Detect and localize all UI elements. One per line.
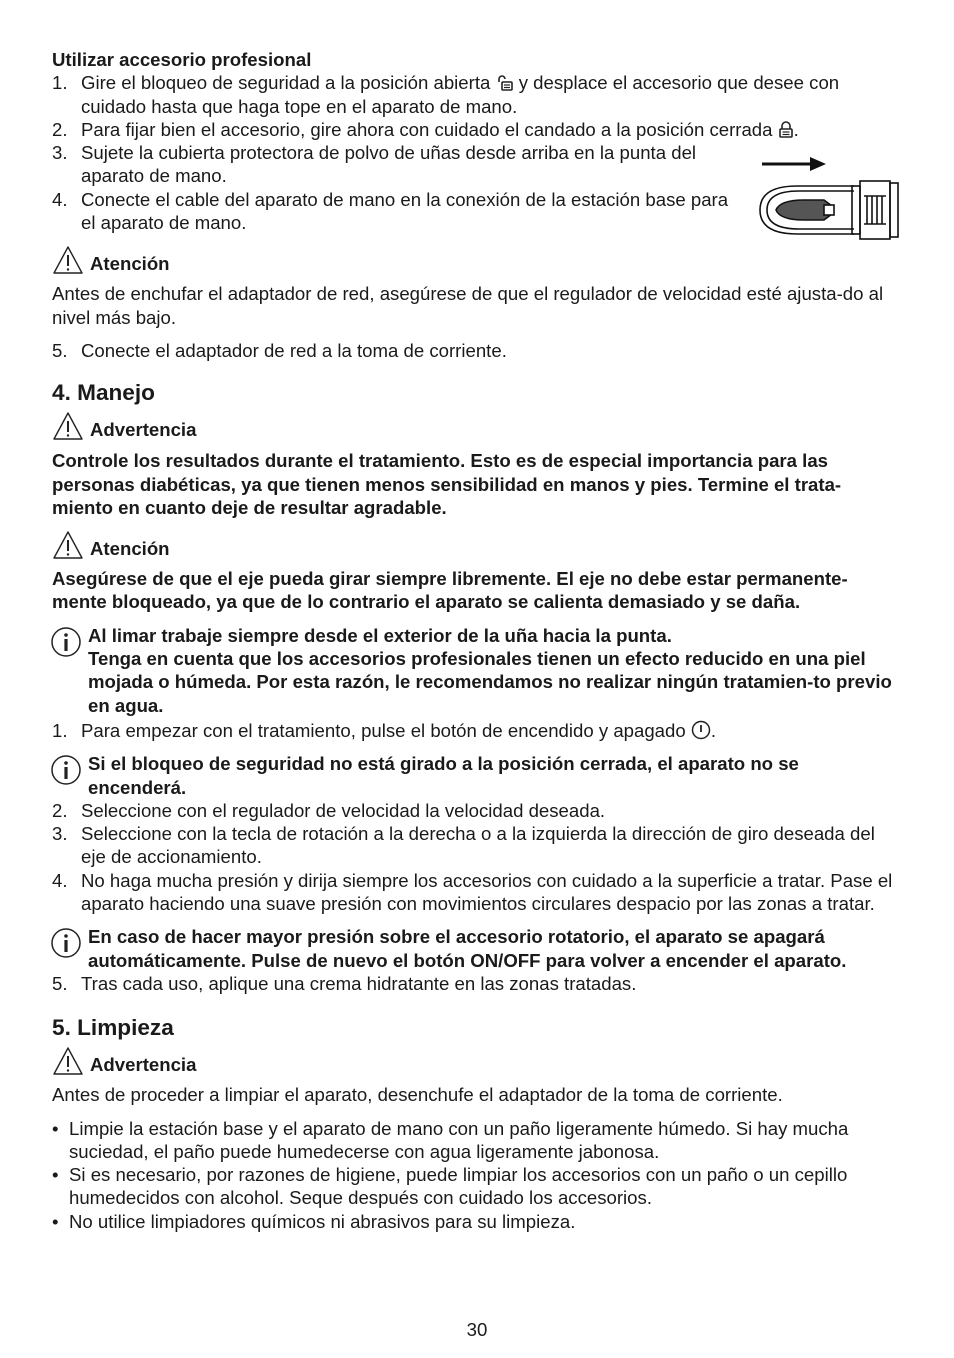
- caution-heading: [52, 247, 902, 275]
- list-item: [52, 339, 902, 362]
- step-number: 2.: [52, 799, 68, 821]
- warning-triangle-icon: [52, 530, 84, 560]
- warning-triangle-icon: [52, 245, 84, 275]
- step-number: 4.: [52, 869, 68, 891]
- step-number: 3.: [52, 142, 68, 164]
- manejo-step1: [52, 719, 902, 742]
- caution-text: Asegúrese de que el eje pueda girar siempre libremente. El eje no debe estar permanente-mente bloqueado, ya que de lo contrario el aparato se calienta demasiado y se daña.: [52, 568, 848, 613]
- caution-label: Atención: [90, 253, 170, 275]
- step-number: 1.: [52, 719, 68, 741]
- step-text: Conecte el cable del aparato de mano en la conexión de la estación base para el aparato de mano.: [81, 188, 729, 234]
- warning-triangle-icon: [52, 1046, 84, 1076]
- step-number: 4.: [52, 188, 68, 210]
- list-item: • No utilice limpiadores químicos ni abrasivos para su limpieza.: [52, 1210, 902, 1233]
- step-number: 2.: [52, 118, 68, 140]
- warning-label: Advertencia: [90, 1054, 197, 1076]
- list-item: [52, 822, 902, 869]
- list-item: [52, 141, 741, 188]
- section-title-limpieza: 5. Limpieza: [52, 1015, 174, 1041]
- warning-text: Antes de proceder a limpiar el aparato, desenchufe el adaptador de la toma de corriente.: [52, 1084, 783, 1106]
- power-button-icon: [691, 720, 711, 740]
- arrow-right-icon: [762, 157, 826, 171]
- list-item: • Si es necesario, por razones de higiene, puede limpiar los accesorios con un paño o un cepillo humedecidos con alcohol. Seque después con cuidado los accesorios.: [52, 1163, 902, 1210]
- lock-closed-icon: [778, 121, 794, 139]
- cleaning-list: [52, 1117, 902, 1233]
- info-circle-icon: [50, 626, 82, 658]
- step-number: 5.: [52, 972, 68, 994]
- manejo-steps-2-4: [52, 799, 902, 915]
- info-note: [52, 752, 902, 799]
- list-item: [52, 71, 902, 118]
- manejo-step5: [52, 972, 902, 995]
- step-text: .: [710, 719, 717, 741]
- list-item: [52, 972, 902, 995]
- caution-heading: [52, 532, 902, 560]
- step-number: 1.: [52, 72, 68, 94]
- info-text: Si el bloqueo de seguridad no está girado a la posición cerrada, el aparato no se encenderá.: [88, 753, 799, 798]
- step-text: .: [793, 118, 799, 140]
- info-text: Tenga en cuenta que los accesorios profesionales tienen un efecto reducido en una piel mojada o húmeda. Por esta razón, le recomendamos no realizar ningún tratamien-to previo en agua.: [88, 648, 892, 716]
- step-text: y desplace el accesorio que desee con cuidado hasta que haga tope en el aparato de mano.: [81, 72, 840, 117]
- caution-text: Antes de enchufar el adaptador de red, asegúrese de que el regulador de velocidad esté ajusta-do al nivel más bajo.: [52, 283, 884, 328]
- info-text: En caso de hacer mayor presión sobre el accesorio rotatorio, el aparato se apagará automáticamente. Pulse de nuevo el botón ON/OFF para volver a encender el aparato.: [88, 926, 847, 971]
- dust-cover-illustration: [702, 150, 902, 240]
- step-text: Para fijar bien el accesorio, gire ahora con cuidado el candado a la posición cerrada: [81, 118, 773, 140]
- info-note: [52, 624, 902, 717]
- step-number: 5.: [52, 339, 68, 361]
- lock-open-icon: [496, 74, 514, 92]
- warning-triangle-icon: [52, 411, 84, 441]
- step-text: Gire el bloqueo de seguridad a la posición abierta: [81, 72, 491, 94]
- list-item: [52, 719, 902, 742]
- info-circle-icon: [50, 927, 82, 959]
- info-circle-icon: [50, 754, 82, 786]
- list-item: [52, 799, 902, 822]
- info-note: [52, 925, 902, 972]
- section-title-manejo: 4. Manejo: [52, 380, 155, 406]
- warning-label: Advertencia: [90, 419, 197, 441]
- caution-label: Atención: [90, 538, 170, 560]
- warning-text: Controle los resultados durante el tratamiento. Esto es de especial importancia para las personas diabéticas, ya que tienen menos sensibilidad en manos y pies. Termine el trata-miento en cuanto deje de resultar agradable.: [52, 450, 842, 518]
- step-number: 3.: [52, 823, 68, 845]
- step-text: Seleccione con el regulador de velocidad la velocidad deseada.: [81, 799, 606, 821]
- info-text: Al limar trabaje siempre desde el exterior de la uña hacia la punta.: [88, 624, 672, 646]
- list-item: • Limpie la estación base y el aparato de mano con un paño ligeramente húmedo. Si hay mucha suciedad, el paño puede humedecerse con agua ligeramente jabonosa.: [52, 1117, 902, 1164]
- page-number: 30: [466, 1319, 488, 1340]
- step-text: No haga mucha presión y dirija siempre los accesorios con cuidado a la superficie a tratar. Pase el aparato haciendo una suave presión con movimientos circulares despacio por las zonas a tratar.: [81, 869, 893, 915]
- step-text: Conecte el adaptador de red a la toma de corriente.: [81, 339, 507, 361]
- list-item: [52, 869, 902, 916]
- warning-heading: [52, 413, 902, 441]
- step-text: Seleccione con la tecla de rotación a la derecha o a la izquierda la dirección de giro deseada del eje de accionamiento.: [81, 823, 875, 868]
- handpiece-icon: [760, 181, 898, 239]
- step-text: Para empezar con el tratamiento, pulse el botón de encendido y apagado: [81, 719, 686, 741]
- pro-step5: [52, 339, 902, 362]
- section-title-pro: Utilizar accesorio profesional: [52, 49, 312, 70]
- step-text: Sujete la cubierta protectora de polvo de uñas desde arriba en la punta del aparato de mano.: [81, 142, 697, 187]
- step-text: Tras cada uso, aplique una crema hidratante en las zonas tratadas.: [81, 972, 637, 994]
- list-item: [52, 118, 902, 141]
- warning-heading: [52, 1048, 902, 1076]
- list-item: [52, 188, 741, 235]
